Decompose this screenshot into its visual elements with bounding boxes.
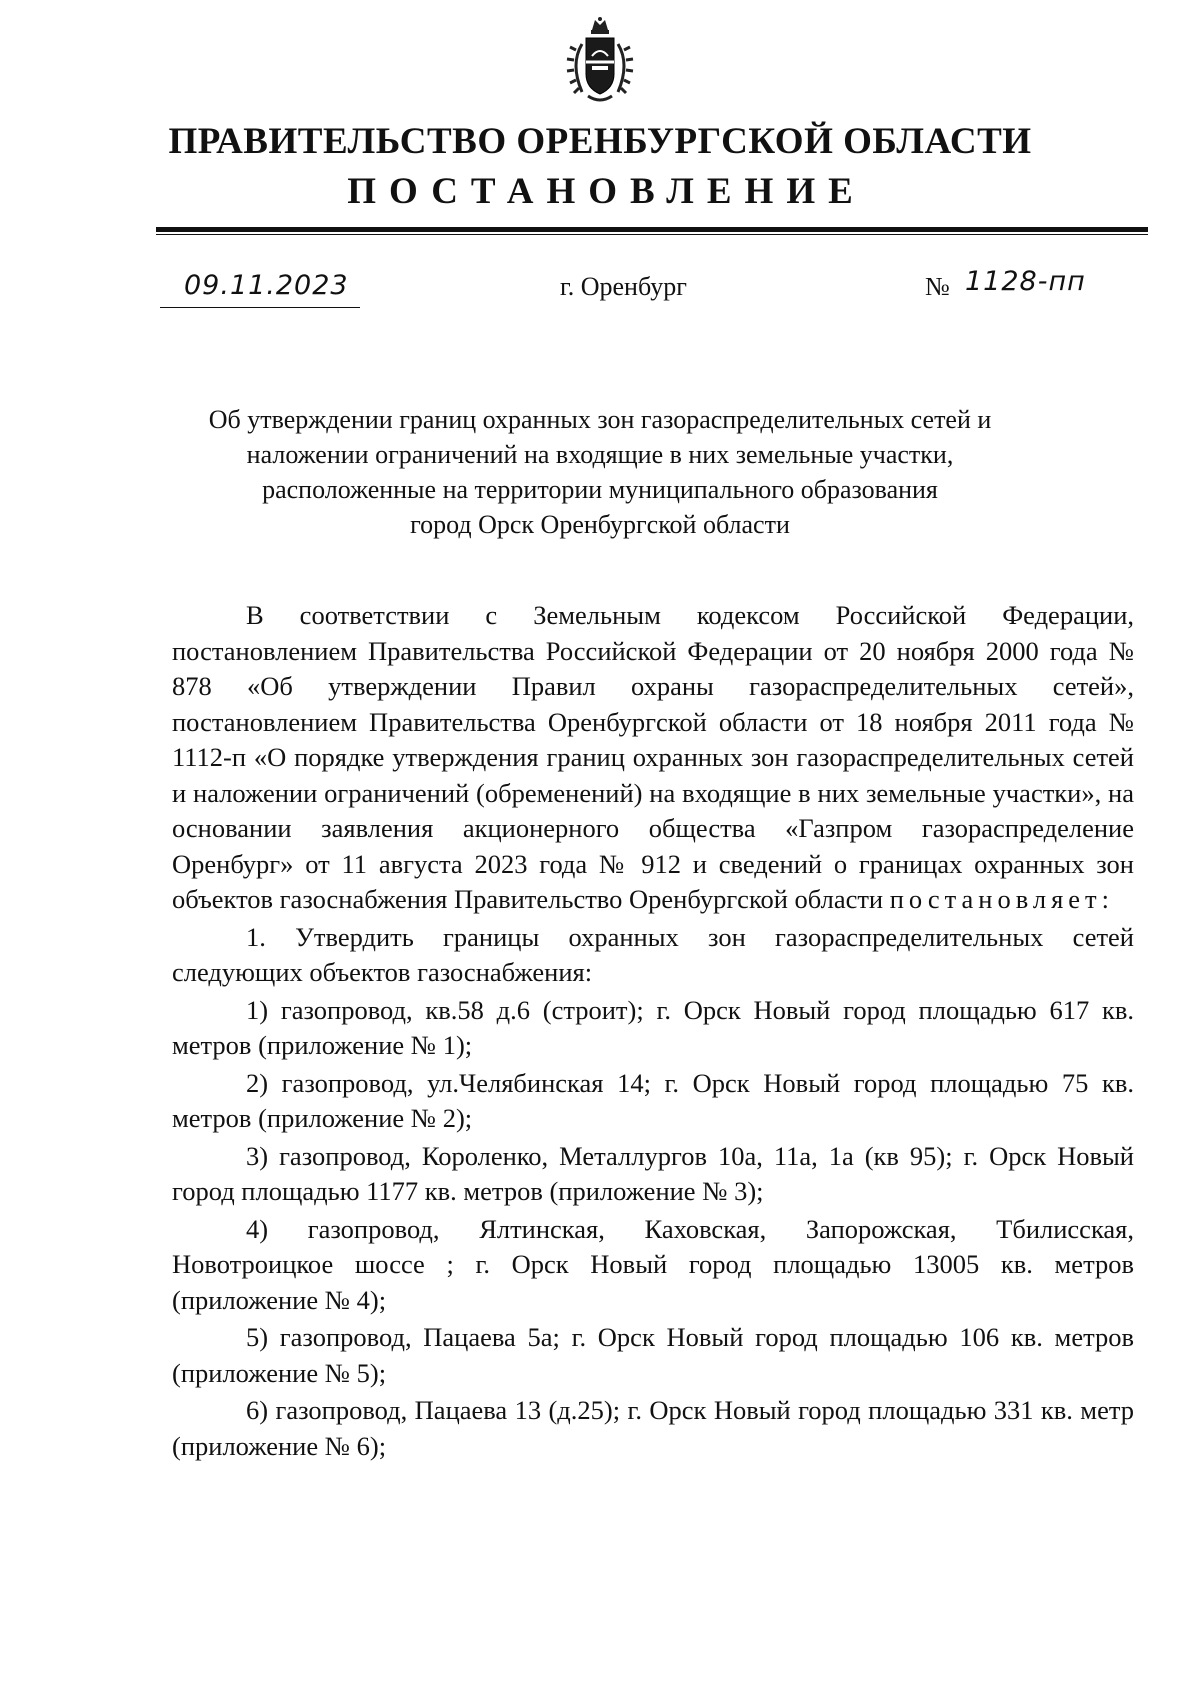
preamble-paragraph (172, 598, 1134, 918)
list-item: 3) газопровод, Короленко, Металлургов 10а, 11а, 1а (кв 95); г. Орск Новый город площадью 1177 кв. метров (приложение № 3); (172, 1140, 1134, 1206)
subject-line: расположенные на территории муниципального образования (262, 475, 938, 504)
list-item: 5) газопровод, Пацаева 5а; г. Орск Новый город площадью 106 кв. метров (приложение № 5); (172, 1322, 1134, 1388)
document-number-sign: № (925, 272, 950, 301)
header-rule-thin (156, 234, 1148, 235)
government-title: ПРАВИТЕЛЬСТВО ОРЕНБУРГСКОЙ ОБЛАСТИ (168, 121, 1032, 162)
document-date-field (160, 268, 360, 308)
list-item: 2) газопровод, ул.Челябинская 14; г. Орск Новый город площадью 75 кв. метров (приложение № 2); (172, 1067, 1134, 1133)
document-type: ПОСТАНОВЛЕНИЕ (347, 171, 866, 212)
list-item: 1) газопровод, кв.58 д.6 (строит); г. Орск Новый город площадью 617 кв. метров (приложение № 1); (172, 994, 1134, 1060)
list-item: 4) газопровод, Ялтинская, Каховская, Запорожская, Тбилисская, Новотроицкое шоссе ; г. Орск Новый город площадью 13005 кв. метров (приложение № 4); (172, 1213, 1134, 1315)
point-1: 1. Утвердить границы охранных зон газораспределительных сетей следующих объектов газоснабжения: (172, 921, 1134, 987)
document-number: 1128-пп (965, 266, 1086, 297)
document-body (172, 598, 1134, 1464)
document-date: 09.11.2023 (184, 270, 349, 301)
header-rule-thick (156, 227, 1148, 232)
coat-of-arms-icon (562, 16, 638, 106)
subject-line: город Орск Оренбургской области (410, 510, 790, 539)
document-city: г. Оренбург (560, 272, 687, 301)
list-item: 6) газопровод, Пацаева 13 (д.25); г. Орск Новый город площадью 331 кв. метр (приложение № 6); (172, 1395, 1134, 1461)
subject-line: Об утверждении границ охранных зон газораспределительных сетей и (208, 405, 992, 434)
subject-line: наложении ограничений на входящие в них земельные участки, (246, 440, 954, 469)
document-subject (200, 402, 1000, 542)
decree-word: постановляет: (889, 884, 1114, 914)
preamble-text: В соответствии с Земельным кодексом Российской Федерации, постановлением Правительства Российской Федерации от 20 ноября 2000 года № 878 «Об утверждении Правил охраны газораспределительных сетей», постановлением Правительства Оренбургской области от 18 ноября 2011 года № 1112-п «О порядке утверждения границ охранных зон газораспределительных сетей и наложении ограничений (обременений) на входящие в них земельные участки», на основании заявления акционерного общества «Газпром газораспределение Оренбург» от 11 августа 2023 года № 912 и сведений о границах охранных зон объектов газоснабжения Правительство Оренбургской области (172, 600, 1134, 914)
